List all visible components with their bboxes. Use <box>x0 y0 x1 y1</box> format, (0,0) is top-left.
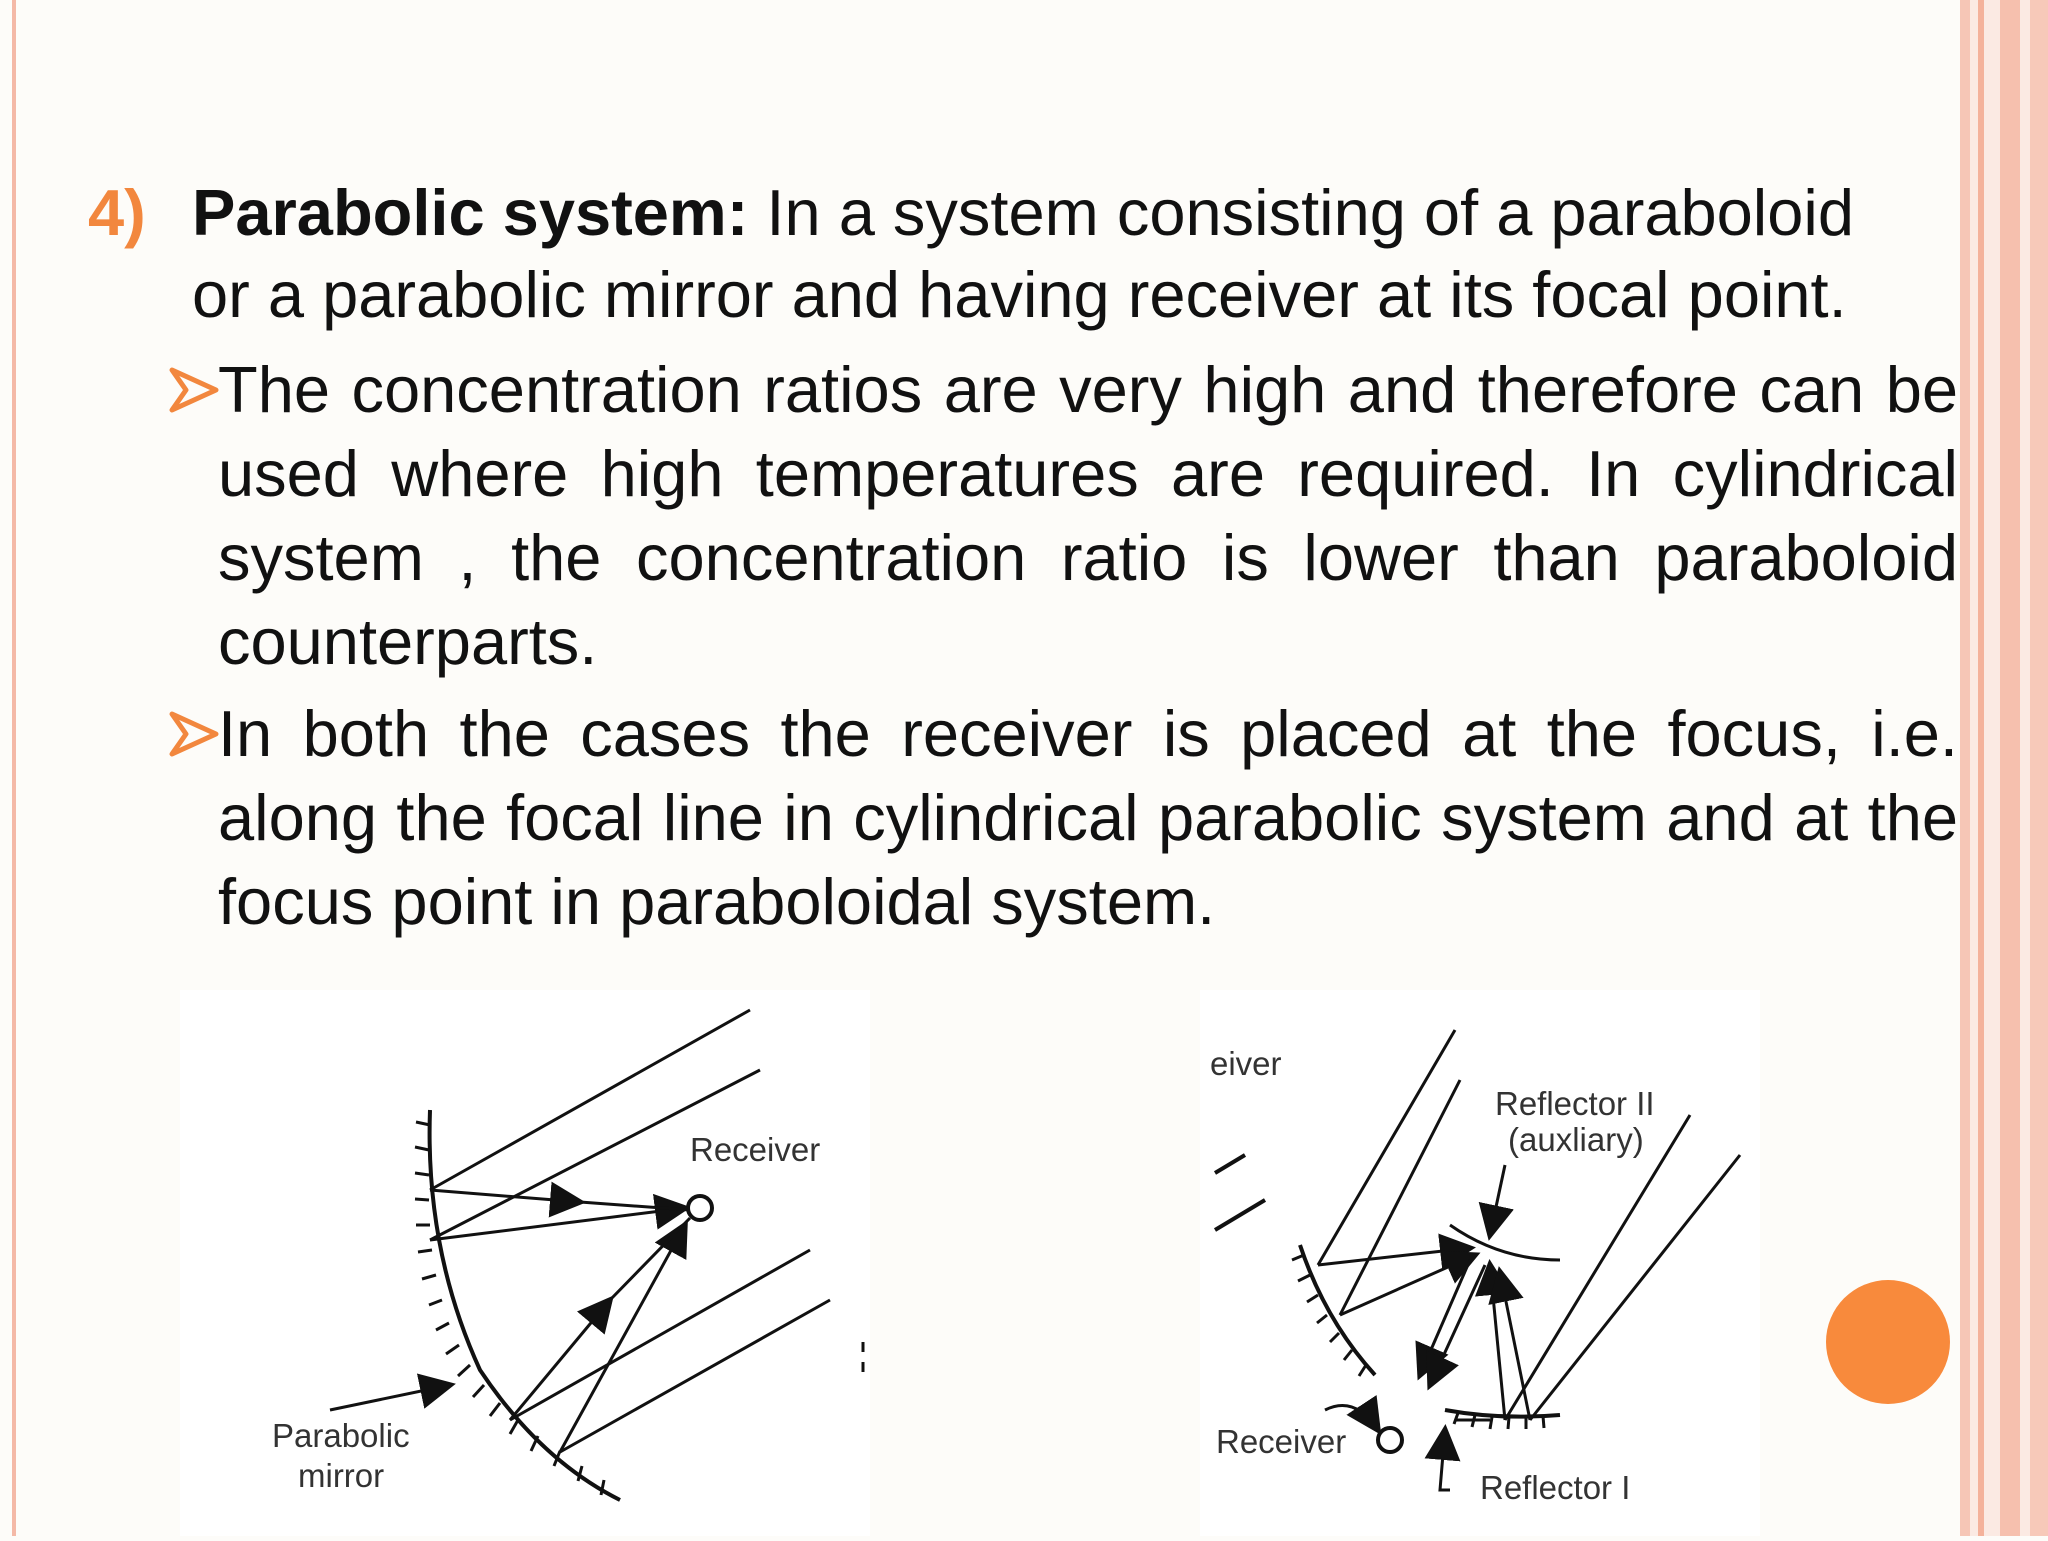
heading-number: 4) <box>88 176 146 249</box>
reflector1-label: Reflector I <box>1480 1469 1631 1506</box>
heading-text <box>192 172 1952 336</box>
reflector2-label-line1: Reflector II <box>1495 1085 1655 1122</box>
receiver-icon <box>1378 1428 1402 1452</box>
bullet-text: In both the cases the receiver is placed at the focus, i.e. along the focal line in cylindrical parabolic system and at the focus point in paraboloidal system. <box>218 697 1958 938</box>
receiver-icon <box>688 1196 712 1220</box>
receiver-label: Receiver <box>1216 1423 1347 1460</box>
mirror-label-line1: Parabolic <box>272 1417 410 1454</box>
heading-bold-label: Parabolic system: <box>192 176 749 249</box>
cropped-receiver-label: eiver <box>1210 1045 1282 1082</box>
heading-text-line1: In a system consisting of a paraboloid <box>748 176 1854 249</box>
bullet-text: The concentration ratios are very high and therefore can be used where high temperatures are required. In cylindrical system , the concentration ratio is lower than paraboloid counterparts. <box>218 353 1958 678</box>
heading-text-line2: or a parabolic mirror and having receiver at its focal point. <box>192 258 1847 331</box>
parabolic-mirror-diagram <box>180 990 870 1536</box>
two-reflector-diagram <box>1200 990 1760 1536</box>
decorative-orange-circle <box>1826 1280 1950 1404</box>
receiver-label: Receiver <box>690 1131 821 1168</box>
reflector2-label-line2: (auxliary) <box>1508 1121 1644 1158</box>
mirror-label-line2: mirror <box>298 1457 385 1494</box>
